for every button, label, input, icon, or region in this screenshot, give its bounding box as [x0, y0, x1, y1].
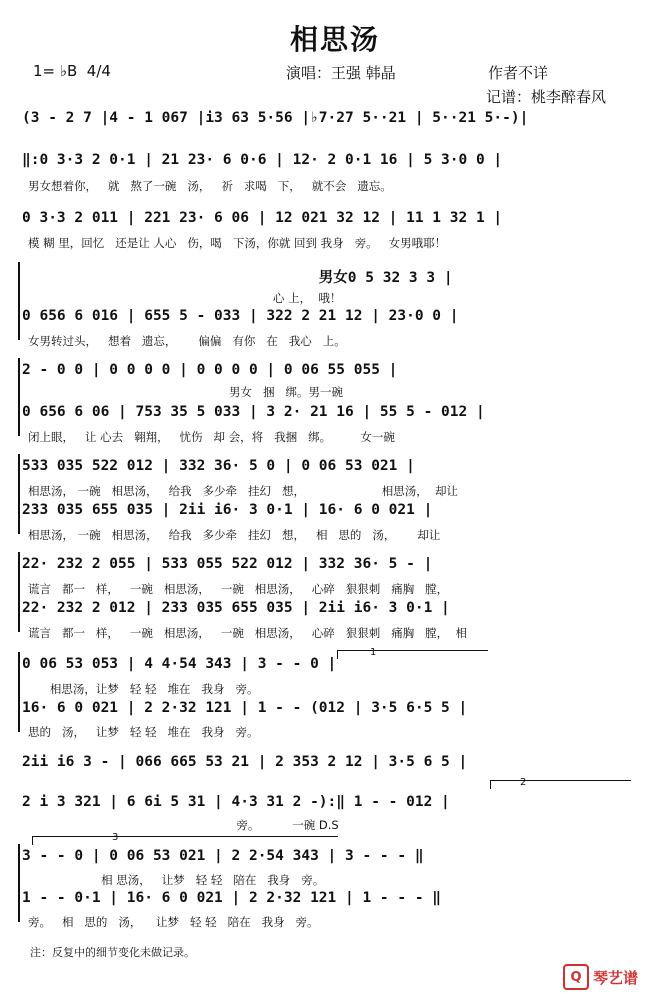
lyric-line: 男女 捆 绑。男一碗 [28, 385, 343, 399]
score-line: 533 035 522 012 | 332 36· 5 0 | 0 06 53 021 | [22, 458, 415, 474]
score-line: 22· 232 2 055 | 533 055 522 012 | 332 36· 5 - | [22, 556, 433, 572]
score-line: 2 i 3 321 | 6 6i 5 31 | 4·3 31 2 -):‖ 1 - - 012 | [22, 794, 450, 810]
score-line: 0 06 53 053 | 4 4·54 343 | 3 - - 0 | [22, 656, 337, 672]
lyric-line: 模 糊 里，回忆 还是让 人心 伤，喝 下汤，你就 回到 我身 旁。 女男哦耶！ [28, 236, 447, 250]
composer: 作者不详 [488, 64, 549, 82]
score-line: 233 035 655 035 | 2ii i6· 3 0·1 | 16· 6 0 021 | [22, 502, 433, 518]
lyric-line: 相思汤，让梦 轻 轻 堆在 我身 旁。 [28, 682, 259, 696]
lyric-line: 谎言 都一 样， 一碗 相思汤， 一碗 相思汤， 心碎 狠狠刺 痛胸 膛， 相 [28, 626, 467, 640]
score-line: 3 - - 0 | 0 06 53 021 | 2 2·54 343 | 3 - - - ‖ [22, 848, 424, 864]
score-line: 0 3·3 2 011 | 221 23· 6 06 | 12 021 32 12 | 11 1 32 1 | [22, 210, 503, 226]
footer-note: 注：反复中的细节变化未做记录。 [30, 946, 195, 959]
lyric-line: 男女想着你， 就 熬了一碗 汤， 祈 求喝 下， 就不会 遗忘。 [28, 179, 392, 193]
system-bracket [18, 262, 20, 340]
lyric-line: 相 思汤， 让梦 轻 轻 陪在 我身 旁。 [28, 873, 325, 887]
lyric-line: 思的 汤， 让梦 轻 轻 堆在 我身 旁。 [28, 725, 259, 739]
lyric-line: 相思汤， 一碗 相思汤， 给我 多少牵 挂幻 想， 相 思的 汤， 却让 [28, 528, 441, 542]
score-line: ‖:0 3·3 2 0·1 | 21 23· 6 0·6 | 12· 2 0·1 16 | 5 3·0 0 | [22, 152, 503, 168]
lyric-line: 相思汤， 一碗 相思汤， 给我 多少牵 挂幻 想， 相思汤， 却让 [28, 484, 459, 498]
triplet-number: 3 [112, 832, 119, 843]
volta-bracket [490, 780, 631, 789]
score-line: 男女0 5 32 3 3 | [22, 270, 453, 286]
score-line: 22· 232 2 012 | 233 035 655 035 | 2ii i6· 3 0·1 | [22, 600, 450, 616]
score-line: 0 656 6 016 | 655 5 - 033 | 322 2 21 12 | 23·0 0 | [22, 308, 459, 324]
lyric-line: 旁。 相 思的 汤， 让梦 轻 轻 陪在 我身 旁。 [28, 915, 319, 929]
lyric-line: 女男转过头， 想着 遗忘， 偏偏 有你 在 我心 上。 [28, 334, 346, 348]
lyric-line: 心 上， 哦！ [28, 291, 342, 305]
triplet-bracket [32, 836, 338, 845]
system-bracket [18, 454, 20, 534]
singers: 演唱：王强 韩晶 [286, 64, 396, 82]
system-bracket [18, 358, 20, 436]
score-line: 1 - - 0·1 | 16· 6 0 021 | 2 2·32 121 | 1 - - - ‖ [22, 890, 442, 906]
score-line: 0 656 6 06 | 753 35 5 033 | 3 2· 21 16 | 55 5 - 012 | [22, 404, 485, 420]
system-bracket [18, 652, 20, 732]
page-title: 相思汤 [289, 23, 380, 56]
site-logo [563, 964, 663, 990]
logo-text: 琴艺谱 [593, 968, 639, 987]
system-bracket [18, 844, 20, 922]
volta-number: 1 [370, 647, 377, 658]
system-bracket [18, 552, 20, 632]
score-line: 2ii i6 3 - | 066 665 53 21 | 2 353 2 12 | 3·5 6 5 | [22, 754, 468, 770]
logo-icon: Q [563, 964, 589, 990]
key-signature: 1= ♭B 4/4 [33, 62, 111, 80]
volta-number: 2 [520, 777, 527, 788]
lyric-line: 谎言 都一 样， 一碗 相思汤， 一碗 相思汤， 心碎 狠狠刺 痛胸 膛， [28, 582, 449, 596]
score-line: 16· 6 0 021 | 2 2·32 121 | 1 - - (012 | 3·5 6·5 5 | [22, 700, 468, 716]
lyric-line: 闭上眼， 让 心去 翱翔， 忧伤 却 会，将 我捆 绑。 女一碗 [28, 430, 395, 444]
score-line: 2 - 0 0 | 0 0 0 0 | 0 0 0 0 | 0 06 55 055 | [22, 362, 398, 378]
lyric-line: 旁。 一碗 D.S [28, 818, 339, 832]
transcriber: 记谱：桃李醉春风 [486, 88, 607, 106]
score-line: (3 - 2 7 |4 - 1 067 |i3 63 5·56 |♭7·27 5··21 | 5··21 5·-)| [22, 110, 529, 126]
